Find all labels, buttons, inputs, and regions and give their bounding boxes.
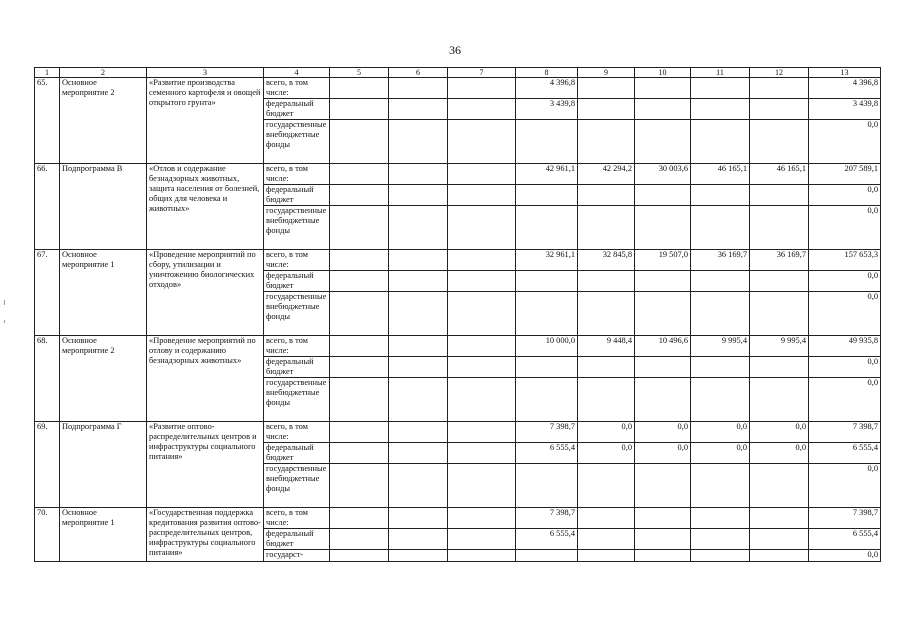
amount-cell	[330, 292, 389, 336]
funding-source-label: государственные внебюджетные фонды	[264, 206, 330, 250]
amount-cell	[691, 120, 750, 164]
amount-cell	[578, 78, 635, 99]
amount-cell: 3 439,8	[809, 99, 881, 120]
amount-cell	[448, 378, 516, 422]
amount-cell	[691, 271, 750, 292]
column-number: 4	[264, 68, 330, 78]
amount-cell	[448, 529, 516, 550]
amount-cell: 7 398,7	[809, 508, 881, 529]
amount-cell	[750, 357, 809, 378]
amount-cell	[635, 529, 691, 550]
amount-cell: 0,0	[809, 271, 881, 292]
amount-cell	[691, 378, 750, 422]
amount-cell: 0,0	[635, 422, 691, 443]
amount-cell	[635, 99, 691, 120]
amount-cell	[330, 164, 389, 185]
amount-cell	[389, 378, 448, 422]
amount-cell	[750, 378, 809, 422]
column-number: 12	[750, 68, 809, 78]
amount-cell	[578, 271, 635, 292]
amount-cell	[448, 422, 516, 443]
amount-cell: 4 396,8	[809, 78, 881, 99]
amount-cell	[750, 292, 809, 336]
amount-cell	[448, 508, 516, 529]
program-type: Основное мероприятие 1	[60, 250, 147, 336]
amount-cell	[635, 185, 691, 206]
amount-cell	[389, 529, 448, 550]
amount-cell	[330, 336, 389, 357]
amount-cell	[448, 164, 516, 185]
amount-cell	[750, 78, 809, 99]
amount-cell	[635, 464, 691, 508]
funding-source-label: государст-	[264, 550, 330, 562]
amount-cell	[389, 78, 448, 99]
amount-cell: 42 294,2	[578, 164, 635, 185]
amount-cell	[635, 292, 691, 336]
amount-cell: 9 995,4	[691, 336, 750, 357]
amount-cell	[389, 292, 448, 336]
amount-cell	[516, 271, 578, 292]
amount-cell	[389, 422, 448, 443]
program-title: «Развитие оптово-распределительных центров и инфраструктуры социального питания»	[147, 422, 264, 508]
table-row	[35, 78, 881, 99]
amount-cell	[516, 464, 578, 508]
table-row	[35, 336, 881, 357]
amount-cell	[691, 292, 750, 336]
amount-cell	[330, 120, 389, 164]
funding-source-label: федеральный бюджет	[264, 185, 330, 206]
column-number: 3	[147, 68, 264, 78]
column-number: 2	[60, 68, 147, 78]
amount-cell	[389, 250, 448, 271]
amount-cell: 19 507,0	[635, 250, 691, 271]
amount-cell	[578, 120, 635, 164]
amount-cell	[448, 185, 516, 206]
amount-cell	[330, 529, 389, 550]
amount-cell	[691, 508, 750, 529]
amount-cell: 0,0	[809, 357, 881, 378]
amount-cell	[750, 508, 809, 529]
column-number-row	[35, 68, 881, 78]
table-row	[35, 250, 881, 271]
amount-cell: 36 169,7	[691, 250, 750, 271]
program-title: «Проведение мероприятий по сбору, утилизации и уничтожению биологических отходов»	[147, 250, 264, 336]
budget-table	[34, 67, 881, 562]
amount-cell	[578, 378, 635, 422]
amount-cell: 9 448,4	[578, 336, 635, 357]
amount-cell	[448, 443, 516, 464]
amount-cell	[389, 271, 448, 292]
amount-cell	[448, 271, 516, 292]
amount-cell	[389, 206, 448, 250]
amount-cell: 0,0	[578, 443, 635, 464]
program-title: «Отлов и содержание безнадзорных животных, защита населения от болезней, общих для человека и животных»	[147, 164, 264, 250]
amount-cell	[330, 206, 389, 250]
column-number: 8	[516, 68, 578, 78]
amount-cell: 10 496,6	[635, 336, 691, 357]
amount-cell	[635, 120, 691, 164]
funding-source-label: федеральный бюджет	[264, 357, 330, 378]
amount-cell	[691, 185, 750, 206]
amount-cell: 7 398,7	[516, 508, 578, 529]
amount-cell: 7 398,7	[809, 422, 881, 443]
column-number: 13	[809, 68, 881, 78]
funding-source-label: федеральный бюджет	[264, 443, 330, 464]
amount-cell	[578, 550, 635, 562]
amount-cell	[691, 357, 750, 378]
amount-cell	[330, 378, 389, 422]
amount-cell	[516, 185, 578, 206]
amount-cell	[750, 185, 809, 206]
amount-cell	[448, 550, 516, 562]
amount-cell	[691, 464, 750, 508]
funding-source-label: всего, в том числе:	[264, 336, 330, 357]
funding-source-label: всего, в том числе:	[264, 250, 330, 271]
amount-cell: 0,0	[750, 443, 809, 464]
amount-cell	[448, 206, 516, 250]
amount-cell	[691, 99, 750, 120]
amount-cell	[691, 550, 750, 562]
amount-cell: 0,0	[809, 185, 881, 206]
amount-cell	[750, 529, 809, 550]
amount-cell	[448, 99, 516, 120]
column-number: 7	[448, 68, 516, 78]
funding-source-label: федеральный бюджет	[264, 529, 330, 550]
amount-cell	[389, 464, 448, 508]
amount-cell: 6 555,4	[809, 443, 881, 464]
amount-cell	[750, 206, 809, 250]
column-number: 6	[389, 68, 448, 78]
amount-cell	[330, 550, 389, 562]
amount-cell	[448, 292, 516, 336]
amount-cell: 157 653,3	[809, 250, 881, 271]
amount-cell	[578, 357, 635, 378]
amount-cell	[578, 206, 635, 250]
amount-cell	[448, 78, 516, 99]
amount-cell	[691, 78, 750, 99]
table-row	[35, 508, 881, 529]
amount-cell	[448, 250, 516, 271]
table-row	[35, 422, 881, 443]
amount-cell	[330, 422, 389, 443]
amount-cell	[330, 271, 389, 292]
amount-cell: 0,0	[691, 422, 750, 443]
amount-cell: 0,0	[809, 292, 881, 336]
amount-cell: 6 555,4	[809, 529, 881, 550]
amount-cell: 0,0	[635, 443, 691, 464]
amount-cell	[389, 550, 448, 562]
amount-cell: 0,0	[809, 378, 881, 422]
amount-cell	[389, 185, 448, 206]
amount-cell	[635, 78, 691, 99]
amount-cell	[635, 378, 691, 422]
row-number: 69.	[35, 422, 60, 508]
amount-cell: 0,0	[578, 422, 635, 443]
row-number: 68.	[35, 336, 60, 422]
program-type: Подпрограмма В	[60, 164, 147, 250]
program-title: «Развитие производства семенного картофеля и овощей открытого грунта»	[147, 78, 264, 164]
amount-cell	[750, 464, 809, 508]
amount-cell	[330, 464, 389, 508]
amount-cell	[750, 120, 809, 164]
funding-source-label: всего, в том числе:	[264, 164, 330, 185]
amount-cell: 32 845,8	[578, 250, 635, 271]
amount-cell	[330, 78, 389, 99]
amount-cell: 0,0	[691, 443, 750, 464]
amount-cell: 0,0	[809, 120, 881, 164]
amount-cell: 49 935,8	[809, 336, 881, 357]
amount-cell	[750, 550, 809, 562]
amount-cell	[578, 99, 635, 120]
amount-cell: 6 555,4	[516, 443, 578, 464]
program-title: «Проведение мероприятий по отлову и содержанию безнадзорных животных»	[147, 336, 264, 422]
amount-cell	[578, 185, 635, 206]
amount-cell: 3 439,8	[516, 99, 578, 120]
funding-source-label: всего, в том числе:	[264, 508, 330, 529]
amount-cell: 0,0	[809, 550, 881, 562]
amount-cell	[389, 508, 448, 529]
amount-cell	[389, 443, 448, 464]
row-number: 66.	[35, 164, 60, 250]
amount-cell	[516, 357, 578, 378]
amount-cell	[389, 336, 448, 357]
funding-source-label: государственные внебюджетные фонды	[264, 464, 330, 508]
amount-cell: 0,0	[809, 464, 881, 508]
amount-cell	[389, 120, 448, 164]
amount-cell	[635, 271, 691, 292]
amount-cell: 10 000,0	[516, 336, 578, 357]
page-number: 36	[449, 43, 461, 57]
amount-cell	[516, 120, 578, 164]
amount-cell	[635, 357, 691, 378]
amount-cell: 42 961,1	[516, 164, 578, 185]
program-type: Основное мероприятие 2	[60, 78, 147, 164]
funding-source-label: государственные внебюджетные фонды	[264, 292, 330, 336]
amount-cell	[330, 357, 389, 378]
program-type: Основное мероприятие 2	[60, 336, 147, 422]
amount-cell	[448, 357, 516, 378]
column-number: 1	[35, 68, 60, 78]
amount-cell	[448, 120, 516, 164]
amount-cell: 4 396,8	[516, 78, 578, 99]
amount-cell	[389, 99, 448, 120]
amount-cell: 9 995,4	[750, 336, 809, 357]
program-title: «Государственная поддержка кредитования развития оптово-распределительных центров, инфраструктуры социального питания»	[147, 508, 264, 562]
amount-cell	[578, 529, 635, 550]
amount-cell: 46 165,1	[691, 164, 750, 185]
amount-cell	[750, 99, 809, 120]
amount-cell	[330, 185, 389, 206]
amount-cell	[635, 550, 691, 562]
amount-cell	[516, 206, 578, 250]
amount-cell: 6 555,4	[516, 529, 578, 550]
column-number: 9	[578, 68, 635, 78]
amount-cell: 207 589,1	[809, 164, 881, 185]
funding-source-label: федеральный бюджет	[264, 99, 330, 120]
amount-cell	[330, 508, 389, 529]
amount-cell	[691, 529, 750, 550]
amount-cell: 0,0	[750, 422, 809, 443]
amount-cell	[389, 164, 448, 185]
row-number: 67.	[35, 250, 60, 336]
row-number: 65.	[35, 78, 60, 164]
amount-cell	[389, 357, 448, 378]
amount-cell	[330, 443, 389, 464]
column-number: 5	[330, 68, 389, 78]
amount-cell	[578, 508, 635, 529]
amount-cell	[330, 250, 389, 271]
amount-cell	[516, 550, 578, 562]
amount-cell	[750, 271, 809, 292]
program-type: Основное мероприятие 1	[60, 508, 147, 562]
amount-cell	[448, 464, 516, 508]
amount-cell	[578, 292, 635, 336]
amount-cell: 46 165,1	[750, 164, 809, 185]
amount-cell	[691, 206, 750, 250]
amount-cell	[516, 378, 578, 422]
row-number: 70.	[35, 508, 60, 562]
funding-source-label: всего, в том числе:	[264, 422, 330, 443]
amount-cell	[448, 336, 516, 357]
funding-source-label: федеральный бюджет	[264, 271, 330, 292]
amount-cell	[635, 206, 691, 250]
amount-cell: 32 961,1	[516, 250, 578, 271]
column-number: 11	[691, 68, 750, 78]
program-type: Подпрограмма Г	[60, 422, 147, 508]
funding-source-label: государственные внебюджетные фонды	[264, 378, 330, 422]
amount-cell: 7 398,7	[516, 422, 578, 443]
column-number: 10	[635, 68, 691, 78]
funding-source-label: всего, в том числе:	[264, 78, 330, 99]
amount-cell: 36 169,7	[750, 250, 809, 271]
amount-cell: 0,0	[809, 206, 881, 250]
amount-cell	[516, 292, 578, 336]
amount-cell	[330, 99, 389, 120]
table-row	[35, 164, 881, 185]
amount-cell	[635, 508, 691, 529]
amount-cell	[578, 464, 635, 508]
funding-source-label: государственные внебюджетные фонды	[264, 120, 330, 164]
amount-cell: 30 003,6	[635, 164, 691, 185]
